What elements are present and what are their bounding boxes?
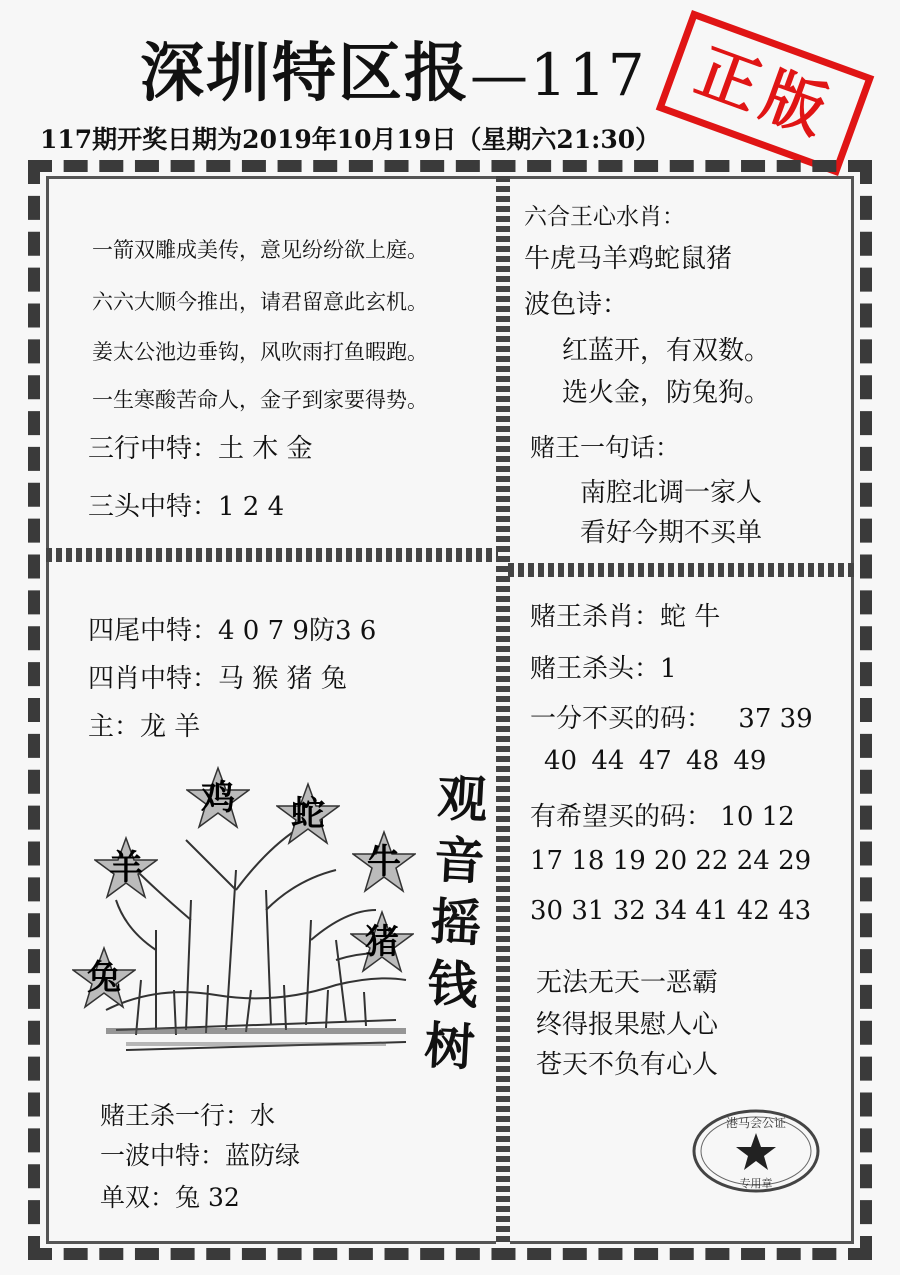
page-title — [140, 22, 647, 114]
sha-xing-line: 赌王杀一行：水 — [100, 1101, 276, 1130]
verse-line-3: 苍天不负有心人 — [536, 1050, 719, 1080]
seal-star-icon — [736, 1133, 776, 1170]
sha-xiao-line: 赌王杀肖：蛇 牛 — [530, 602, 721, 632]
liuhe-value: 牛虎马羊鸡蛇鼠猪 — [524, 244, 733, 274]
zhu-line: 主：龙 羊 — [88, 712, 201, 742]
seal-top-text: 港马会公证 — [725, 1116, 787, 1130]
poem-line-2: 六六大顺今推出，请君留意此玄机。 — [92, 290, 428, 314]
paper-name: 深圳特区报 — [140, 36, 470, 111]
hope-label: 有希望买的码： — [530, 802, 713, 832]
bose-line-1: 红蓝开，有双数。 — [562, 336, 771, 366]
san-tou-line: 三头中特：1 2 4 — [88, 492, 285, 522]
sha-tou-line: 赌王杀头：1 — [530, 654, 677, 684]
vertical-divider — [496, 176, 510, 1244]
verse-line-2: 终得报果慰人心 — [536, 1010, 719, 1040]
hope-first: 10 12 — [720, 802, 795, 832]
draw-date: 117期开奖日期为2019年10月19日（星期六21:30） — [40, 125, 661, 154]
verse-line-1: 无法无天一恶霸 — [536, 968, 719, 998]
san-xing-line: 三行中特：土 木 金 — [88, 434, 313, 464]
no-buy-label: 一分不买的码： — [530, 704, 713, 734]
yi-bo-line: 一波中特：蓝防绿 — [100, 1141, 301, 1170]
genuine-stamp: 正版 — [656, 10, 875, 176]
seal-bottom-text: 专用章 — [739, 1177, 773, 1190]
right-horizontal-divider — [508, 563, 854, 577]
star-zodiac-snake: 蛇 — [276, 782, 340, 846]
poem-line-4: 一生寒酸苦命人，金子到家要得势。 — [92, 388, 428, 412]
star-zodiac-sheep: 羊 — [94, 836, 158, 900]
dan-shuang-line: 单双：兔 32 — [100, 1183, 240, 1212]
hope-line-2: 17 18 19 20 22 24 29 — [530, 846, 812, 876]
title-dash: — — [470, 41, 530, 109]
bose-label: 波色诗： — [524, 290, 629, 320]
si-wei-line: 四尾中特：4 0 7 9防3 6 — [88, 616, 377, 646]
bose-line-2: 选火金，防兔狗。 — [562, 378, 771, 408]
star-zodiac-rooster: 鸡 — [186, 766, 250, 830]
star-zodiac-rabbit: 兔 — [72, 946, 136, 1010]
money-tree-title: 观 音 摇 钱 树 — [423, 767, 490, 1078]
no-buy-line — [530, 698, 813, 735]
no-buy-rest: 40 44 47 48 49 — [544, 746, 767, 776]
poem-line-3: 姜太公池边垂钩，风吹雨打鱼暇跑。 — [92, 340, 428, 364]
duwang-line-2: 看好今期不买单 — [580, 518, 763, 548]
poem-line-1: 一箭双雕成美传，意见纷纷欲上庭。 — [92, 238, 428, 262]
issue-number: 117 — [530, 41, 647, 109]
si-xiao-line: 四肖中特：马 猴 猪 兔 — [88, 664, 347, 694]
official-seal — [688, 1105, 824, 1197]
star-zodiac-ox: 牛 — [352, 830, 416, 894]
liuhe-label: 六合王心水肖： — [524, 204, 685, 230]
left-horizontal-divider — [46, 548, 498, 562]
duwang-label: 赌王一句话： — [530, 433, 681, 462]
hope-line-3: 30 31 32 34 41 42 43 — [530, 896, 812, 926]
duwang-line-1: 南腔北调一家人 — [580, 478, 763, 508]
no-buy-first: 37 39 — [738, 704, 813, 734]
hope-line — [530, 796, 795, 833]
star-zodiac-pig: 猪 — [350, 910, 414, 974]
